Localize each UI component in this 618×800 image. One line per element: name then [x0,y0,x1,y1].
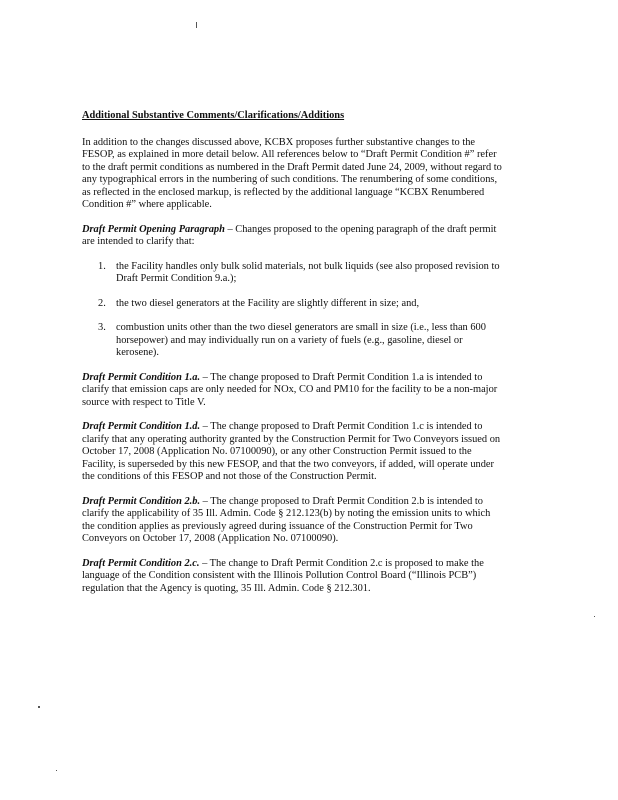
list-number: 1. [98,260,106,272]
clarification-list [82,261,502,360]
condition-text: – The change proposed to Draft Permit Condition 2.b is intended to clarify the applicability of 35 Ill. Admin. Code § 212.123(b) by noting the emission units to which the condition applies as previously agreed during issuance of the Construction Permit for Two Conveyors on October 17, 2008 (Application No. 07100090). [82,495,491,544]
section-heading: Additional Substantive Comments/Clarifications/Additions [82,110,345,121]
opening-paragraph [82,224,502,249]
condition-lead: Draft Permit Condition 1.d. [82,421,201,432]
paragraph-text: – Changes proposed to the opening paragraph of the draft permit are intended to clarify that: [82,223,497,247]
document-body [82,110,502,607]
condition-text: – The change proposed to Draft Permit Condition 1.c is intended to clarify that any operating authority granted by the Construction Permit for Two Conveyors issued on October 17, 2008 (Application No. 07100090), or any other Construction Permit issued to the Facility, is superseded by this new FESOP, and that the two conveyors, if added, will operate under the conditions of this FESOP and not those of the Construction Permit. [82,421,501,482]
condition-text: – The change to Draft Permit Condition 2.c is proposed to make the language of the Condition consistent with the Illinois Pollution Control Board (“Illinois PCB”) regulation that the Agency is quoting, 35 Ill. Admin. Code § 212.301. [82,557,484,594]
condition-paragraph [82,372,502,410]
list-text: combustion units other than the two diesel generators are small in size (i.e., less than 600 horsepower) and may individually run on a variety of fuels (e.g., gasoline, diesel or kerosene). [116,322,486,358]
list-number: 3. [98,322,106,333]
condition-paragraph [82,496,502,546]
condition-lead: Draft Permit Condition 1.a. [82,371,201,383]
condition-lead: Draft Permit Condition 2.b. [82,495,201,507]
list-item [82,322,502,360]
scan-speck [56,770,57,771]
intro-paragraph: In addition to the changes discussed above, KCBX proposes further substantive changes to the FESOP, as explained in more detail below. All references below to “Draft Permit Condition #” refer to the draft permit conditions as numbered in the Draft Permit dated June 24, 2009, without regard to any typographical errors in the numbering of such conditions. The renumbering of some conditions, as reflected in the enclosed markup, is reflected by the additional language “KCBX Renumbered Condition #” where applicable. [82,136,502,210]
list-text: the two diesel generators at the Facility are slightly different in size; and, [116,297,420,309]
condition-lead: Draft Permit Condition 2.c. [82,557,200,569]
condition-text: – The change proposed to Draft Permit Condition 1.a is intended to clarify that emission caps are only needed for NOx, CO and PM10 for the facility to be a non-major source with respect to Title V. [82,371,498,408]
list-text: the Facility handles only bulk solid materials, not bulk liquids (see also proposed revision to Draft Permit Condition 9.a.); [116,260,500,284]
list-number: 2. [98,297,106,309]
list-item [82,261,502,286]
paragraph-lead: Draft Permit Opening Paragraph [82,223,225,235]
condition-paragraph [82,558,502,596]
scan-speck [38,706,40,708]
scan-speck [594,616,595,617]
scan-speck [196,22,197,28]
condition-paragraph [82,421,502,484]
list-item [82,298,502,311]
